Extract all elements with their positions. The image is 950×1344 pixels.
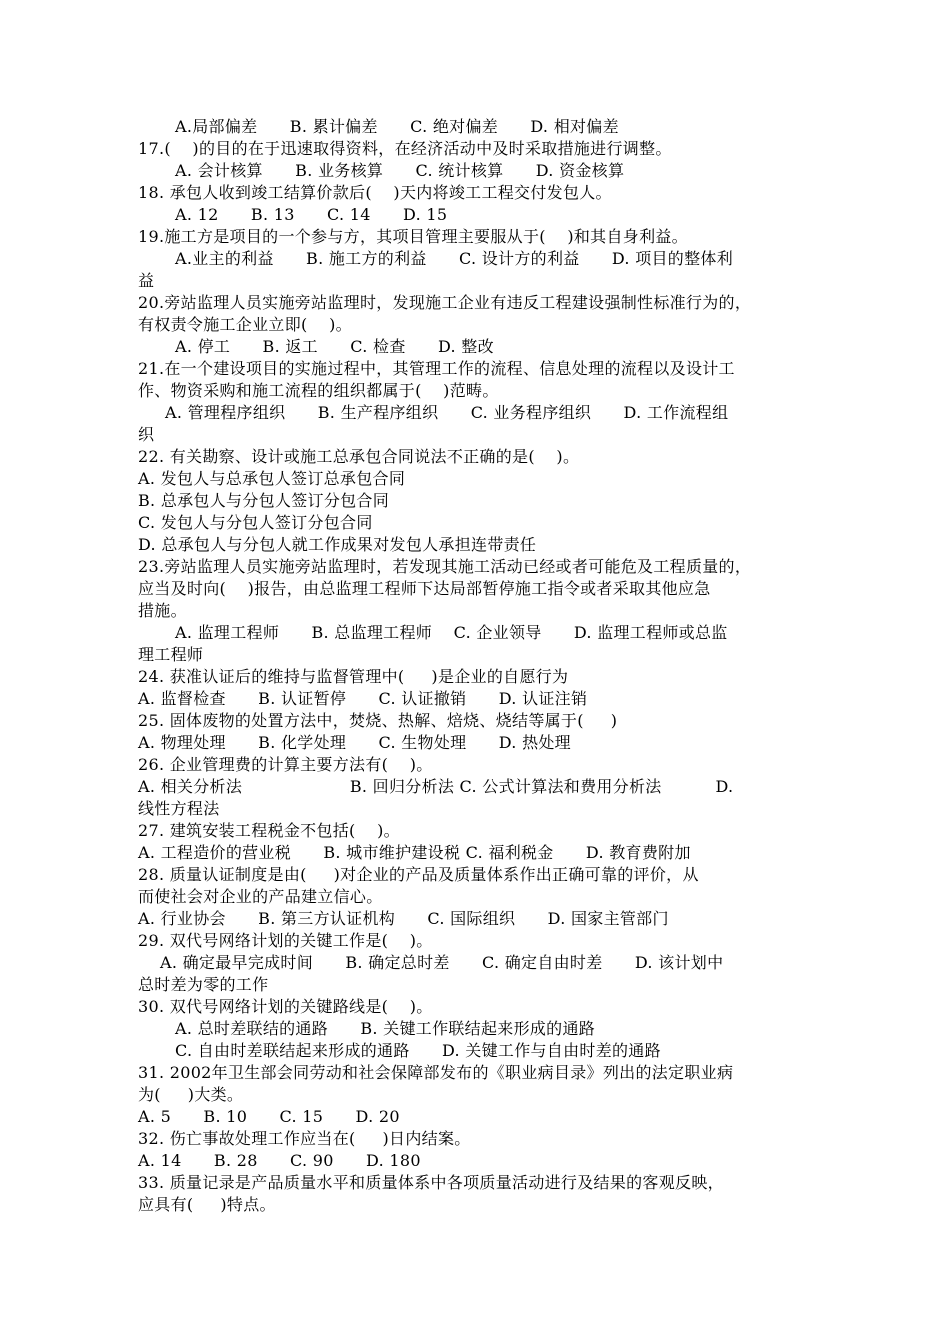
text-line: 而使社会对企业的产品建立信心。 <box>138 887 383 906</box>
text-line: C. 自由时差联结起来形成的通路 D. 关键工作与自由时差的通路 <box>175 1041 661 1060</box>
text-line: B. 总承包人与分包人签订分包合同 <box>138 491 390 510</box>
text-line: A. 监理工程师 B. 总监理工程师 C. 企业领导 D. 监理工程师或总监 <box>175 623 728 642</box>
text-line: A. 5 B. 10 C. 15 D. 20 <box>138 1107 400 1126</box>
text-line: A. 14 B. 28 C. 90 D. 180 <box>138 1151 421 1170</box>
text-line: 17.( )的目的在于迅速取得资料，在经济活动中及时采取措施进行调整。 <box>138 139 672 158</box>
text-line: A. 行业协会 B. 第三方认证机构 C. 国际组织 D. 国家主管部门 <box>138 909 669 928</box>
text-line: 25. 固体废物的处置方法中，焚烧、热解、焙烧、烧结等属于( ) <box>138 711 618 730</box>
text-line: 21.在一个建设项目的实施过程中，其管理工作的流程、信息处理的流程以及设计工 <box>138 359 735 378</box>
text-line: 26. 企业管理费的计算主要方法有( )。 <box>138 755 433 774</box>
text-line: A. 发包人与总承包人签订总承包合同 <box>138 469 406 488</box>
text-line: 19.施工方是项目的一个参与方，其项目管理主要服从于( )和其自身利益。 <box>138 227 688 246</box>
text-line: 线性方程法 <box>138 799 220 818</box>
text-line: A. 监督检查 B. 认证暂停 C. 认证撤销 D. 认证注销 <box>138 689 588 708</box>
text-line: 20.旁站监理人员实施旁站监理时，发现施工企业有违反工程建设强制性标准行为的， <box>138 293 752 312</box>
text-line: A. 相关分析法 B. 回归分析法 C. 公式计算法和费用分析法 D. <box>138 777 734 796</box>
text-line: 28. 质量认证制度是由( )对企业的产品及质量体系作出正确可靠的评价，从 <box>138 865 699 884</box>
text-line: A. 确定最早完成时间 B. 确定总时差 C. 确定自由时差 D. 该计划中 <box>160 953 724 972</box>
text-line: A. 管理程序组织 B. 生产程序组织 C. 业务程序组织 D. 工作流程组 <box>165 403 729 422</box>
text-line: D. 总承包人与分包人就工作成果对发包人承担连带责任 <box>138 535 537 554</box>
text-line: 32. 伤亡事故处理工作应当在( )日内结案。 <box>138 1129 471 1148</box>
text-line: 应具有( )特点。 <box>138 1195 276 1214</box>
text-line: A.业主的利益 B. 施工方的利益 C. 设计方的利益 D. 项目的整体利 <box>175 249 733 268</box>
text-line: A.局部偏差 B. 累计偏差 C. 绝对偏差 D. 相对偏差 <box>175 117 619 136</box>
text-line: 理工程师 <box>138 645 204 664</box>
text-line: 30. 双代号网络计划的关键路线是( )。 <box>138 997 433 1016</box>
text-line: 22. 有关勘察、设计或施工总承包合同说法不正确的是( )。 <box>138 447 580 466</box>
text-line: 为( )大类。 <box>138 1085 244 1104</box>
text-line: 有权责令施工企业立即( )。 <box>138 315 352 334</box>
text-line: 33. 质量记录是产品质量水平和质量体系中各项质量活动进行及结果的客观反映， <box>138 1173 724 1192</box>
text-line: A. 停工 B. 返工 C. 检查 D. 整改 <box>175 337 494 356</box>
text-line: 应当及时向( )报告，由总监理工程师下达局部暂停施工指令或者采取其他应急 <box>138 579 711 598</box>
text-line: 18. 承包人收到竣工结算价款后( )天内将竣工工程交付发包人。 <box>138 183 612 202</box>
text-line: 总时差为零的工作 <box>138 975 269 994</box>
text-line: A. 12 B. 13 C. 14 D. 15 <box>175 205 448 224</box>
text-line: A. 工程造价的营业税 B. 城市维护建设税 C. 福利税金 D. 教育费附加 <box>138 843 691 862</box>
text-line: 23.旁站监理人员实施旁站监理时，若发现其施工活动已经或者可能危及工程质量的， <box>138 557 752 576</box>
text-line: C. 发包人与分包人签订分包合同 <box>138 513 373 532</box>
text-line: 织 <box>138 425 155 444</box>
text-line: 29. 双代号网络计划的关键工作是( )。 <box>138 931 433 950</box>
text-line: A. 物理处理 B. 化学处理 C. 生物处理 D. 热处理 <box>138 733 571 752</box>
text-line: 31. 2002年卫生部会同劳动和社会保障部发布的《职业病目录》列出的法定职业病 <box>138 1063 734 1082</box>
text-line: 措施。 <box>138 601 187 620</box>
text-line: 益 <box>138 271 155 290</box>
text-line: A. 总时差联结的通路 B. 关键工作联结起来形成的通路 <box>175 1019 596 1038</box>
text-line: 24. 获准认证后的维持与监督管理中( )是企业的自愿行为 <box>138 667 569 686</box>
text-line: 作、物资采购和施工流程的组织都属于( )范畴。 <box>138 381 499 400</box>
text-line: A. 会计核算 B. 业务核算 C. 统计核算 D. 资金核算 <box>175 161 625 180</box>
text-line: 27. 建筑安装工程税金不包括( )。 <box>138 821 400 840</box>
